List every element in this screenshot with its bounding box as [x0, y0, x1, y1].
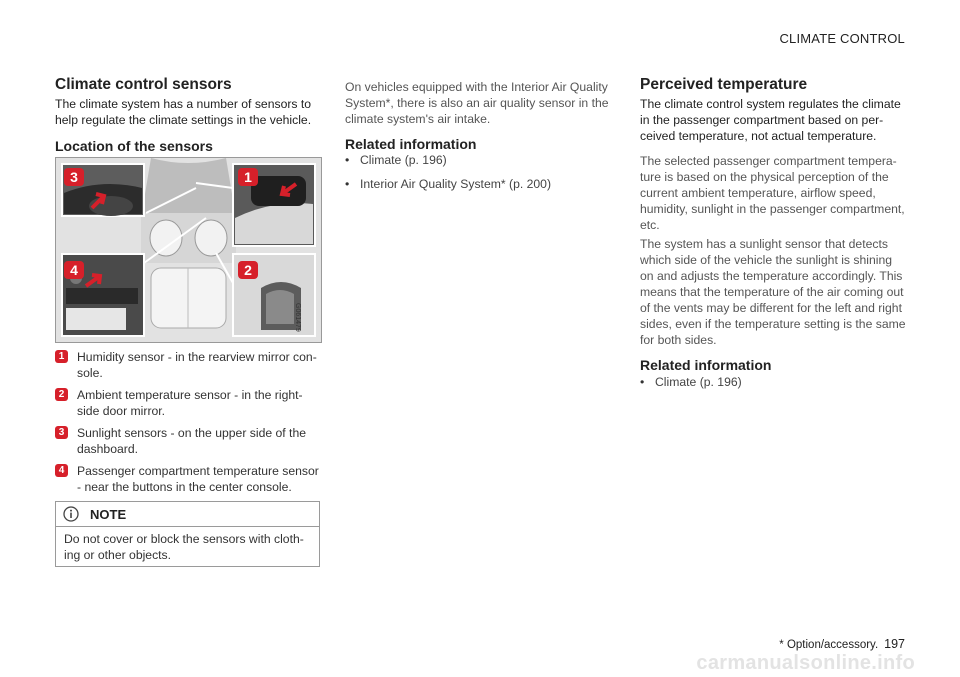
item-number: 1 — [55, 350, 68, 363]
list-item — [55, 425, 323, 457]
car-interior-illustration — [56, 158, 321, 342]
subheading-location: Location of the sensors — [55, 138, 213, 154]
related-link-climate[interactable]: • Climate (p. 196) — [345, 152, 613, 168]
note-box — [55, 501, 320, 567]
related-heading: Related information — [345, 136, 477, 152]
note-title: NOTE — [90, 507, 127, 522]
watermark: carmanualsonline.info — [696, 652, 915, 674]
section-heading-perceived: Perceived temperature — [640, 76, 808, 93]
note-header — [56, 502, 319, 527]
callout-4: 4 — [64, 261, 84, 279]
item-text: Passenger compartment temperature sensor - near the buttons in the center console. — [77, 464, 319, 494]
item-text: Sunlight sensors - on the upper side of the dashboard. — [77, 426, 306, 456]
related-list-right — [640, 374, 908, 390]
list-item — [55, 387, 323, 419]
note-text: Do not cover or block the sensors with cloth-ing or other objects. — [64, 532, 304, 562]
callout-2: 2 — [238, 261, 258, 279]
related-heading-right: Related information — [640, 357, 772, 373]
callout-list — [55, 349, 323, 495]
running-header: CLIMATE CONTROL — [779, 31, 905, 46]
air-quality-paragraph: On vehicles equipped with the Interior Air Quality System*, there is also an air quality sensor in the climate system's air intake. — [345, 80, 609, 126]
option-footnote: * Option/accessory. — [779, 639, 879, 651]
callout-1: 1 — [238, 168, 258, 186]
perceived-intro: The climate control system regulates the climate in the passenger compartment based on per-ceived temperature, not actual temperature. — [640, 97, 901, 143]
item-number: 3 — [55, 426, 68, 439]
item-number: 2 — [55, 388, 68, 401]
intro-paragraph: The climate system has a number of sensors to help regulate the climate settings in the vehicle. — [55, 97, 312, 127]
item-text: Humidity sensor - in the rearview mirror con-sole. — [77, 350, 317, 380]
list-item — [55, 349, 323, 381]
page-number: 197 — [884, 637, 905, 651]
list-item — [55, 463, 323, 495]
figure-code: G061479 — [294, 303, 301, 332]
perceived-paragraph-2: The system has a sunlight sensor that detects which side of the vehicle the sunlight is shining on and adjusts the temperature accordingly. This means that the temperature of the air coming out of the vents may be different for the left and right sides, even if the temperature setting is the same for both sides. — [640, 237, 906, 347]
related-link-iaqs[interactable]: • Interior Air Quality System* (p. 200) — [345, 176, 613, 192]
item-text: Ambient temperature sensor - in the right-side door mirror. — [77, 388, 303, 418]
item-number: 4 — [55, 464, 68, 477]
sensor-location-figure — [55, 157, 322, 343]
related-list — [345, 152, 613, 192]
info-icon — [63, 506, 79, 522]
page-footer — [779, 637, 905, 651]
perceived-paragraph-1: The selected passenger compartment tempera-ture is based on the physical perception of the current ambient temperature, airflow speed, humidity, sunlight in the passenger compartment, etc. — [640, 154, 905, 232]
section-heading: Climate control sensors — [55, 76, 232, 93]
related-link-climate[interactable]: • Climate (p. 196) — [640, 374, 908, 390]
callout-3: 3 — [64, 168, 84, 186]
